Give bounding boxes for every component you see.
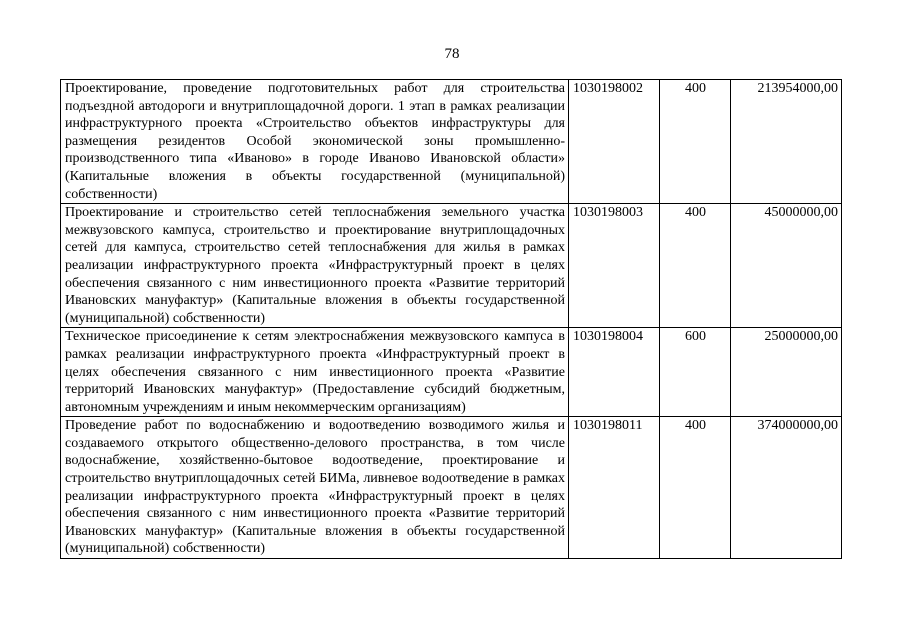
page-number: 78 bbox=[444, 46, 460, 62]
table-row bbox=[61, 328, 842, 417]
row-target-code: 1030198002 bbox=[569, 80, 660, 204]
table-row bbox=[61, 417, 842, 559]
row-amount: 25000000,00 bbox=[731, 328, 842, 417]
row-description: Проведение работ по водоснабжению и водоотведению возводимого жилья и создаваемого открытого общественно-делового пространства, в том числе водоснабжение, хозяйственно-бытовое водоотведение, проектирование и строительство внутриплощадочных сетей БИМа, ливневое водоотведение в рамках реализации инфраструктурного проекта «Инфраструктурный проект в целях обеспечения связанного с ним инвестиционного проекта «Развитие территорий Ивановских мануфактур» (Капитальные вложения в объекты государственной (муниципальной) собственности) bbox=[61, 417, 569, 559]
row-target-code: 1030198003 bbox=[569, 204, 660, 328]
row-target-code: 1030198004 bbox=[569, 328, 660, 417]
budget-table bbox=[60, 79, 842, 559]
row-expense-type: 400 bbox=[660, 80, 731, 204]
row-amount: 213954000,00 bbox=[731, 80, 842, 204]
row-expense-type: 400 bbox=[660, 417, 731, 559]
row-target-code: 1030198011 bbox=[569, 417, 660, 559]
table-row bbox=[61, 80, 842, 204]
table-row bbox=[61, 204, 842, 328]
row-expense-type: 400 bbox=[660, 204, 731, 328]
row-amount: 374000000,00 bbox=[731, 417, 842, 559]
row-description: Проектирование, проведение подготовительных работ для строительства подъездной автодороги и внутриплощадочной дороги. 1 этап в рамках реализации инфраструктурного проекта «Строительство объектов инфраструктуры для размещения резидентов Особой экономической зоны промышленно-производственного типа «Иваново» в городе Иваново Ивановской области» (Капитальные вложения в объекты государственной (муниципальной) собственности) bbox=[61, 80, 569, 204]
row-description: Техническое присоединение к сетям электроснабжения межвузовского кампуса в рамках реализации инфраструктурного проекта «Инфраструктурный проект в целях обеспечения связанного с ним инвестиционного проекта «Развитие территорий Ивановских мануфактур» (Предоставление субсидий бюджетным, автономным учреждениям и иным некоммерческим организациям) bbox=[61, 328, 569, 417]
row-expense-type: 600 bbox=[660, 328, 731, 417]
row-description: Проектирование и строительство сетей теплоснабжения земельного участка межвузовского кампуса, строительство и проектирование внутриплощадочных сетей для кампуса, строительство сетей теплоснабжения для жилья в рамках реализации инфраструктурного проекта «Инфраструктурный проект в целях обеспечения связанного с ним инвестиционного проекта «Развитие территорий Ивановских мануфактур» (Капитальные вложения в объекты государственной (муниципальной) собственности) bbox=[61, 204, 569, 328]
row-amount: 45000000,00 bbox=[731, 204, 842, 328]
